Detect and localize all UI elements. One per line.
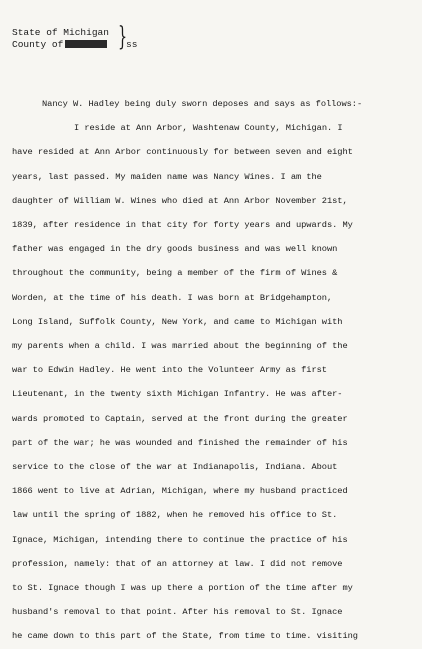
body-line: to St. Ignace though I was up there a portion of the time after my — [12, 583, 353, 594]
state-line: State of Michigan — [12, 27, 109, 38]
body-line: Lieutenant, in the twenty sixth Michigan Infantry. He was after- — [12, 389, 343, 400]
caption-brace: } — [118, 22, 128, 52]
body-line: years, last passed. My maiden name was Nancy Wines. I am the — [12, 171, 322, 182]
body-line: 1839, after residence in that city for forty years and upwards. My — [12, 220, 353, 231]
body-line: law until the spring of 1882, when he removed his office to St. — [12, 510, 338, 521]
body-line: he came down to this part of the State, from time to time. visiting — [12, 631, 358, 642]
body-line: profession, namely: that of an attorney at law. I did not remove — [12, 558, 343, 569]
county-label: County of — [12, 39, 64, 50]
body-line: my parents when a child. I was married about the beginning of the — [12, 341, 348, 352]
body-line: 1866 went to live at Adrian, Michigan, where my husband practiced — [12, 486, 348, 497]
body-line: Nancy W. Hadley being duly sworn deposes and says as follows:- — [42, 99, 363, 109]
body-line: father was engaged in the dry goods business and was well known — [12, 244, 338, 255]
body-line: husband's removal to that point. After his removal to St. Ignace — [12, 607, 343, 618]
redacted-county-mark — [65, 40, 107, 48]
body-line: service to the close of the war at Indianapolis, Indiana. About — [12, 462, 338, 473]
county-line — [12, 39, 109, 51]
body-line: have resided at Ann Arbor continuously for between seven and eight — [12, 147, 353, 158]
body-line: Worden, at the time of his death. I was born at Bridgehampton, — [12, 292, 333, 303]
body-line: war to Edwin Hadley. He went into the Volunteer Army as first — [12, 365, 327, 376]
body-line: part of the war; he was wounded and finished the remainder of his — [12, 437, 348, 448]
venue-caption — [12, 27, 109, 51]
body-line: wards promoted to Captain, served at the front during the greater — [12, 413, 348, 424]
body-line: daughter of William W. Wines who died at Ann Arbor November 21st, — [12, 195, 348, 206]
body-line: Long Island, Suffolk County, New York, and came to Michigan with — [12, 316, 343, 327]
affidavit-body — [12, 92, 414, 649]
body-line: throughout the community, being a member of the firm of Wines & — [12, 268, 338, 279]
body-line: I reside at Ann Arbor, Washtenaw County, Michigan. I — [74, 123, 343, 134]
body-line: Ignace, Michigan, intending there to continue the practice of his — [12, 534, 348, 545]
ss-mark: ss — [126, 39, 138, 50]
